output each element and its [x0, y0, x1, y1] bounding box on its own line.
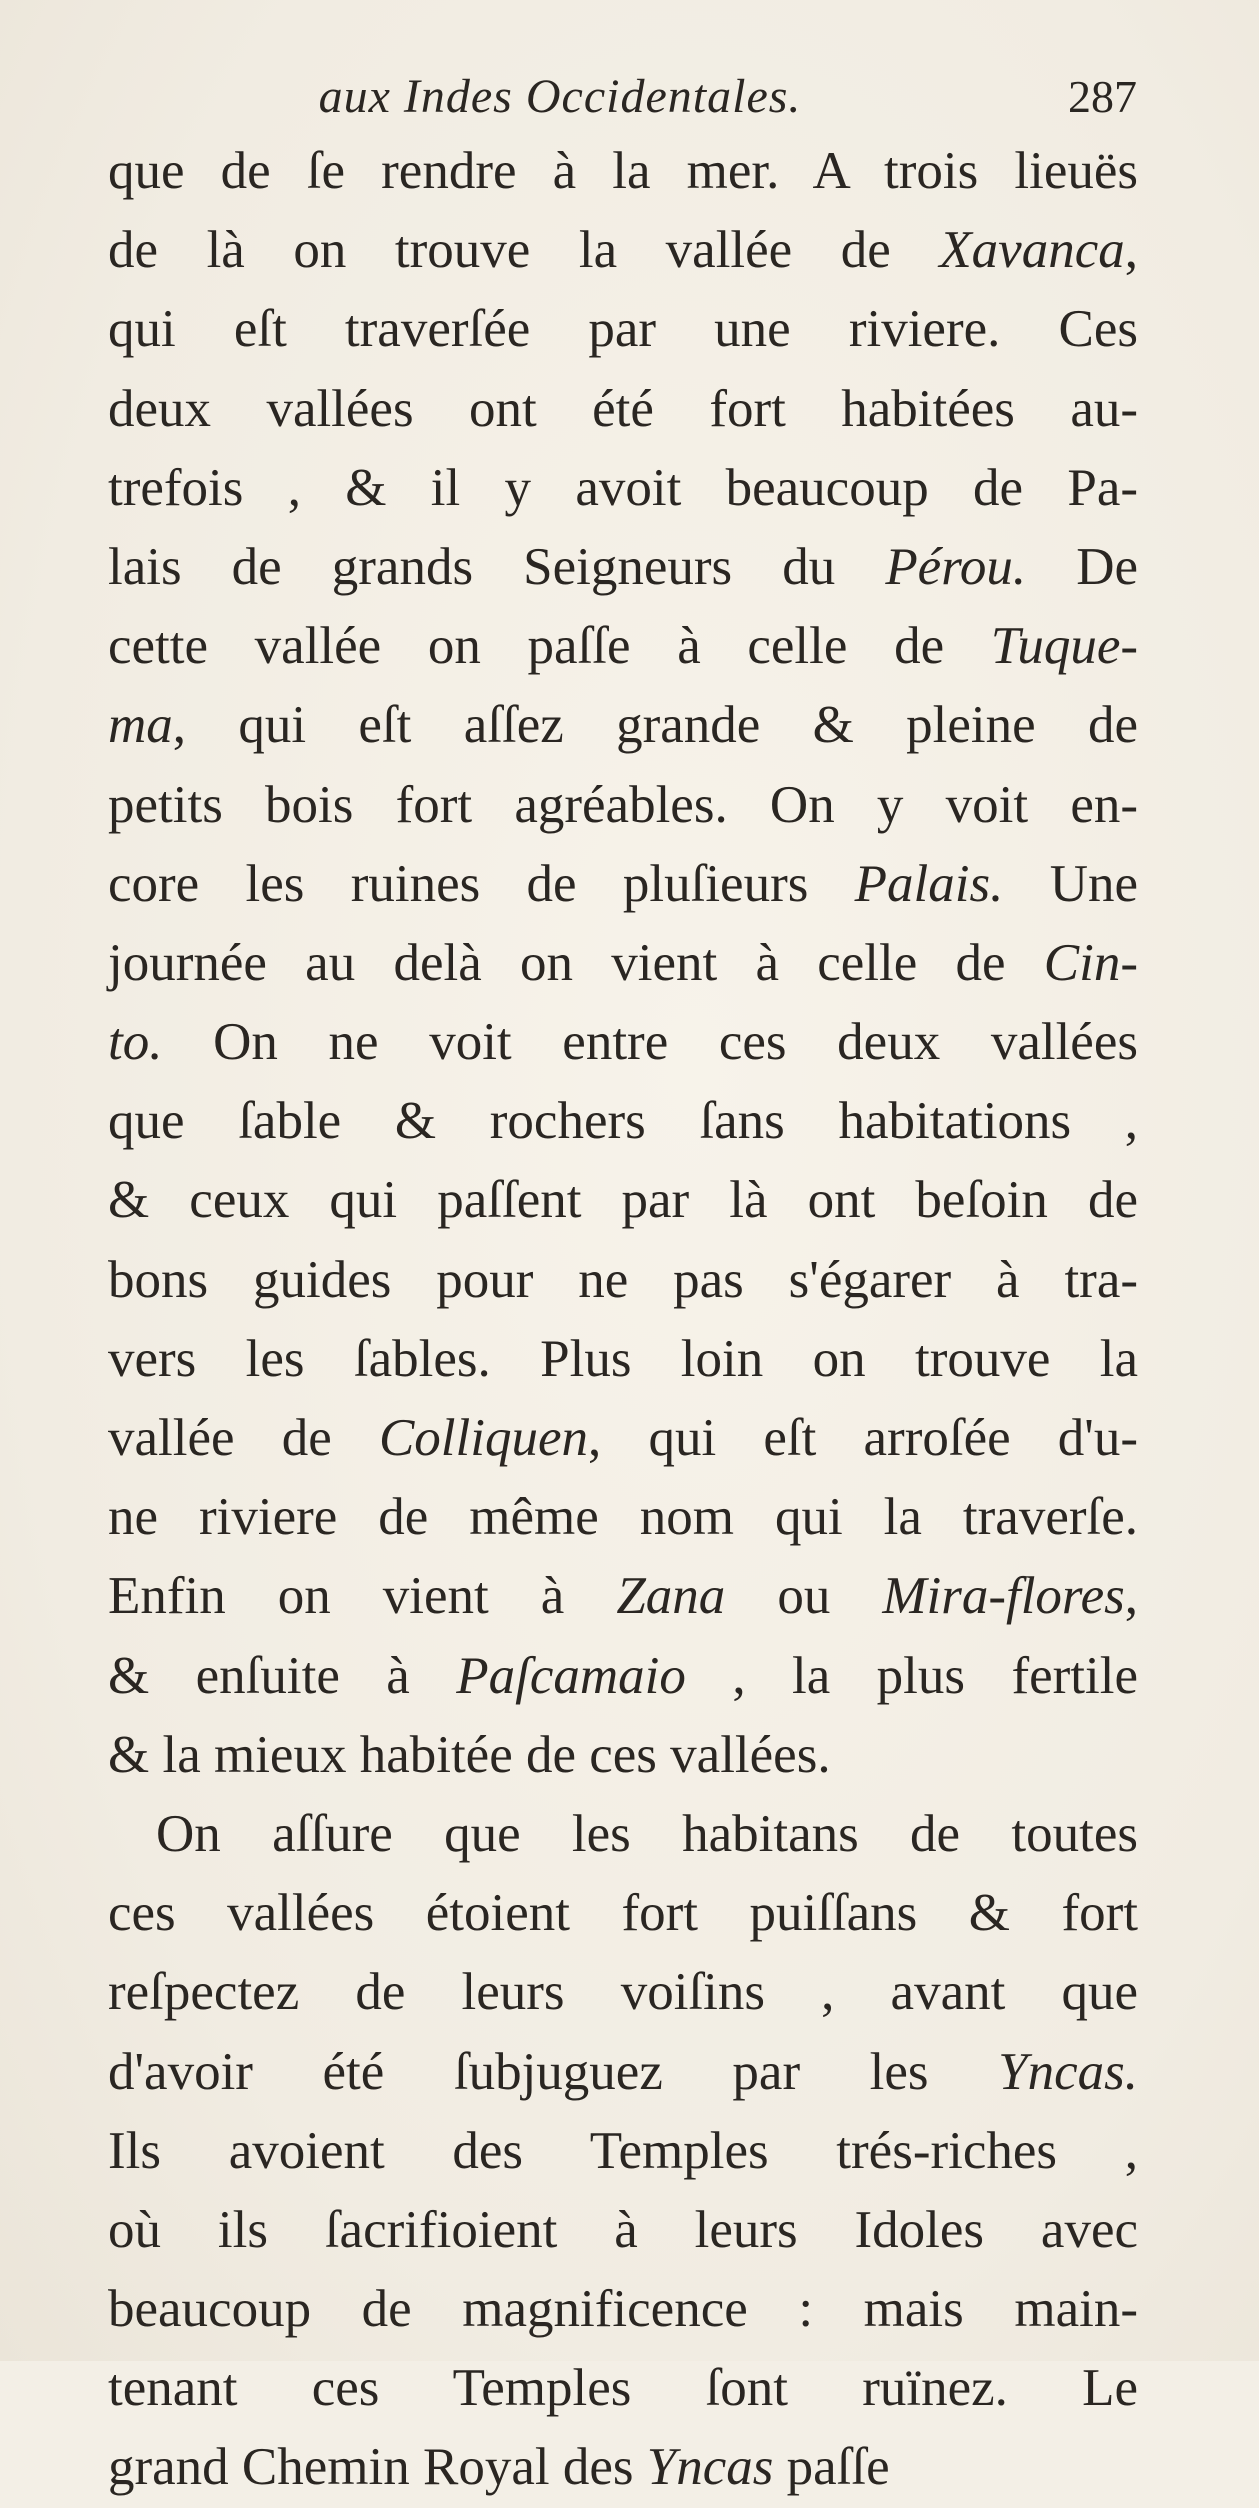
text-segment: vallée de — [108, 1409, 379, 1467]
text-line — [108, 1795, 1138, 1874]
text-segment: , — [1124, 221, 1138, 280]
text-line — [108, 2033, 1138, 2112]
text-segment: beaucoup de magnificence : mais main- — [108, 2280, 1138, 2339]
italic-segment: Tuque- — [990, 617, 1138, 676]
text-segment: où ils ſacrifioient à leurs Idoles avec — [108, 2200, 1138, 2259]
text-line — [108, 1320, 1138, 1399]
text-line — [108, 845, 1138, 924]
text-line — [108, 1557, 1138, 1636]
text-segment: tenant ces Temples ſont ruïnez. Le — [108, 2359, 1138, 2418]
italic-segment: Paſcamaio — [456, 1646, 686, 1705]
italic-segment: ma — [108, 696, 173, 755]
text-line — [108, 2349, 1138, 2428]
text-segment: ces vallées étoient fort puiſſans & fort — [108, 1884, 1138, 1943]
text-line — [108, 2191, 1138, 2270]
italic-segment: Palais. — [854, 854, 1004, 913]
text-line — [108, 370, 1138, 449]
text-line — [108, 132, 1138, 211]
text-segment: & ceux qui paſſent par là ont beſoin de — [108, 1171, 1138, 1230]
text-segment: , qui eſt arroſée d'u- — [588, 1409, 1139, 1467]
text-line — [108, 1716, 1138, 1795]
text-segment: bons guides pour ne pas s'égarer à tra- — [108, 1250, 1138, 1309]
text-segment: grand Chemin Royal des — [108, 2438, 647, 2497]
text-line — [108, 686, 1138, 765]
text-segment: vers les ſables. Plus loin on trouve la — [108, 1329, 1138, 1388]
text-line — [108, 211, 1138, 290]
text-segment: , la plus fertile — [685, 1646, 1138, 1705]
text-segment: ou — [725, 1567, 883, 1626]
text-segment: Une — [1003, 854, 1138, 913]
page-header — [0, 62, 1259, 132]
text-segment: journée au delà on vient à celle de — [108, 933, 1044, 992]
text-segment: petits bois fort agréables. On y voit en- — [108, 775, 1138, 834]
italic-segment: Yncas — [646, 2438, 774, 2497]
running-title: aux Indes Occidentales. — [318, 70, 802, 123]
text-line — [108, 1478, 1138, 1557]
text-segment: & enſuite à — [108, 1646, 457, 1705]
italic-segment: Yncas. — [998, 2042, 1138, 2101]
text-segment: que de ſe rendre à la mer. A trois lieuës — [108, 142, 1138, 200]
text-line — [108, 1637, 1138, 1716]
text-segment: cette vallée on paſſe à celle de — [108, 617, 991, 676]
text-line — [108, 1241, 1138, 1320]
text-segment: deux vallées ont été fort habitées au- — [108, 379, 1138, 438]
page-number: 287 — [1068, 71, 1137, 122]
text-segment: qui eſt traverſée par une riviere. Ces — [108, 300, 1138, 359]
text-line — [108, 1874, 1138, 1953]
text-segment: que ſable & rochers ſans habitations , — [108, 1092, 1138, 1151]
text-line — [108, 1399, 1138, 1478]
text-segment: Ils avoient des Temples trés-riches , — [108, 2121, 1138, 2180]
text-segment: paſſe — [773, 2438, 890, 2497]
text-line — [108, 766, 1138, 845]
italic-segment: Xavanca — [939, 221, 1125, 280]
text-line — [108, 290, 1138, 369]
italic-segment: to. — [108, 1013, 163, 1072]
text-segment: , — [1124, 1567, 1138, 1626]
text-segment: de là on trouve la vallée de — [108, 221, 940, 280]
text-segment: De — [1026, 537, 1138, 596]
italic-segment: Pérou. — [885, 537, 1027, 596]
text-segment: core les ruines de pluſieurs — [108, 854, 855, 913]
italic-segment: Mira-flores — [882, 1567, 1125, 1626]
text-segment: Enfin on vient à — [108, 1567, 617, 1626]
text-line — [108, 1161, 1138, 1240]
italic-segment: Zana — [616, 1567, 726, 1626]
text-line — [108, 607, 1138, 686]
italic-segment: Cin- — [1043, 933, 1138, 992]
text-segment: d'avoir été ſubjuguez par les — [108, 2042, 999, 2101]
text-line — [108, 2112, 1138, 2191]
text-line — [108, 1003, 1138, 1082]
text-segment: On ne voit entre ces deux vallées — [162, 1013, 1138, 1072]
text-line — [108, 528, 1138, 607]
text-line — [108, 1953, 1138, 2032]
body-text — [108, 132, 1138, 2508]
text-line — [108, 449, 1138, 528]
text-segment: , qui eſt aſſez grande & pleine de — [172, 696, 1138, 755]
text-segment: On aſſure que les habitans de toutes — [156, 1804, 1138, 1863]
text-segment: & la mieux habitée de ces vallées. — [108, 1725, 831, 1784]
text-segment: trefois , & il y avoit beaucoup de Pa- — [108, 458, 1138, 517]
text-segment: lais de grands Seigneurs du — [108, 537, 886, 596]
text-line — [108, 924, 1138, 1003]
text-line — [108, 2270, 1138, 2349]
text-segment: reſpectez de leurs voiſins , avant que — [108, 1963, 1138, 2022]
text-line — [108, 2428, 1138, 2507]
text-segment: ne riviere de même nom qui la traverſe. — [108, 1488, 1138, 1547]
text-line — [108, 1082, 1138, 1161]
italic-segment: Colliquen — [378, 1409, 588, 1467]
